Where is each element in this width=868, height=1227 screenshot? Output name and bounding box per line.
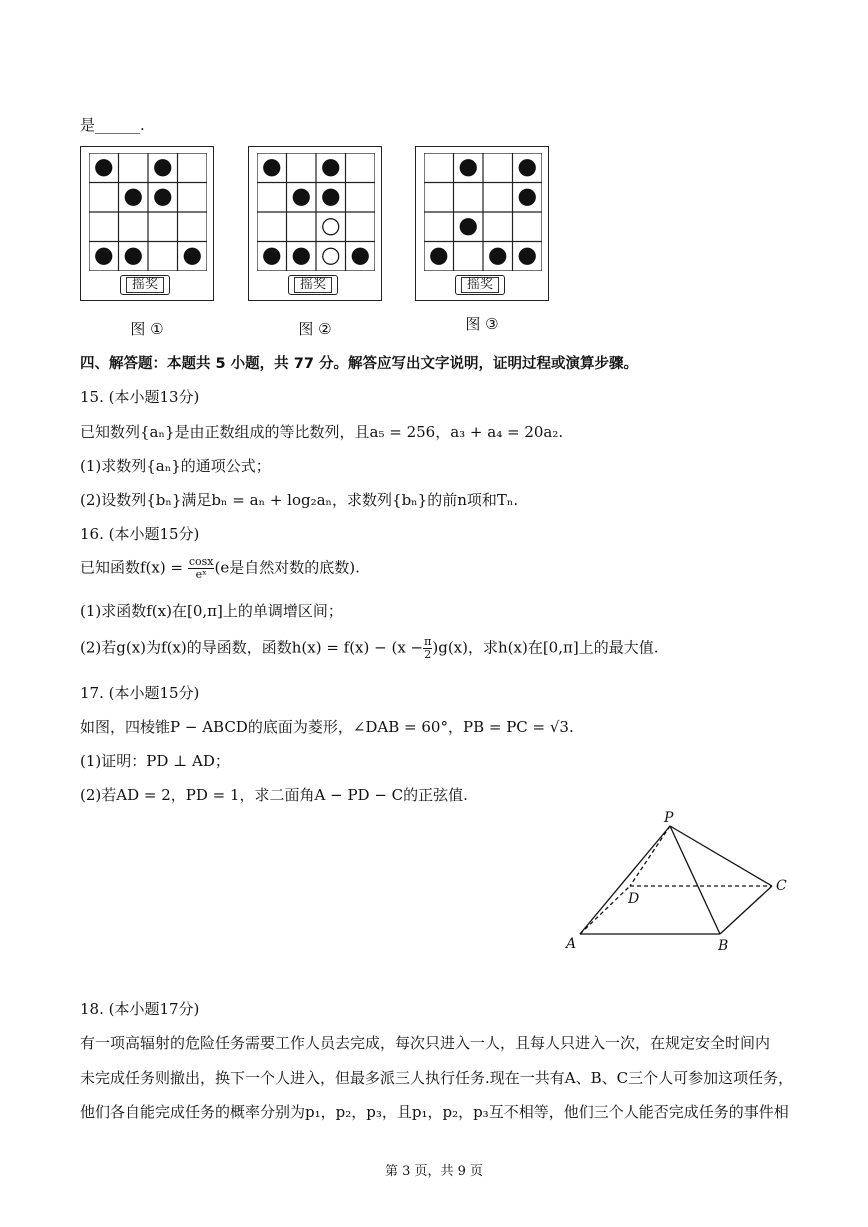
- edge-PB: [670, 826, 720, 934]
- black-ball: [323, 189, 339, 205]
- q16-header: 16. (本小题15分): [80, 525, 200, 543]
- black-ball: [352, 248, 368, 264]
- q16-stem-a: 已知函数f(x) =: [80, 558, 184, 577]
- q16-part2-a: (2)若g(x)为f(x)的导函数，函数h(x) = f(x) − (x −: [80, 638, 424, 657]
- q15-part1: (1)求数列{aₙ}的通项公式；: [80, 457, 271, 475]
- edge-PA: [580, 826, 670, 934]
- label-P: P: [664, 810, 674, 826]
- black-ball: [323, 160, 339, 176]
- q17-part1: (1)证明：PD ⊥ AD；: [80, 752, 230, 770]
- q16-frac-den: eˣ: [195, 568, 207, 581]
- black-ball: [96, 160, 112, 176]
- black-ball: [460, 219, 476, 235]
- q16-frac-num: cosx: [188, 555, 214, 568]
- q16-stem: [80, 556, 360, 581]
- q15-stem: 已知数列{aₙ}是由正数组成的等比数列，且a₅ = 256，a₃ + a₄ = 20a₂.: [80, 423, 564, 441]
- draw-button-label: 摇奖: [126, 277, 164, 293]
- q16-pi-den: 2: [424, 648, 432, 661]
- white-ball: [323, 248, 339, 264]
- black-ball: [125, 189, 141, 205]
- black-ball: [519, 248, 535, 264]
- lottery-grid: [424, 153, 542, 271]
- draw-button[interactable]: [455, 275, 505, 295]
- q15-part2: (2)设数列{bₙ}满足bₙ = aₙ + log₂aₙ，求数列{bₙ}的前n项和Tₙ.: [80, 491, 519, 509]
- edge-PC: [670, 826, 772, 886]
- figure-caption: 图 ③: [465, 315, 499, 333]
- q18-line3: 他们各自能完成任务的概率分别为p₁，p₂，p₃，且p₁，p₂，p₃互不相等，他们三个人能否完成任务的事件相: [80, 1103, 789, 1121]
- black-ball: [460, 160, 476, 176]
- black-ball: [155, 189, 171, 205]
- draw-button-label: 摇奖: [294, 277, 332, 293]
- white-ball: [323, 219, 339, 235]
- q18-line2: 未完成任务则撤出，换下一个人进入，但最多派三人执行任务.现在一共有A、B、C三个人可参加这项任务，: [80, 1069, 794, 1087]
- q16-pi-fraction: [423, 636, 432, 661]
- q16-fraction: [188, 556, 215, 581]
- black-ball: [184, 248, 200, 264]
- edge-PD: [630, 826, 670, 886]
- q16-part2: [80, 636, 658, 661]
- lottery-panel-3: [415, 146, 549, 301]
- label-A: A: [566, 936, 577, 952]
- draw-button[interactable]: [288, 275, 338, 295]
- q15-header: 15. (本小题13分): [80, 388, 200, 406]
- q16-part1: (1)求函数f(x)在[0,π]上的单调增区间；: [80, 602, 343, 620]
- q16-pi-num: π: [424, 635, 432, 648]
- section-heading: 四、解答题：本题共 5 小题，共 77 分。解答应写出文字说明，证明过程或演算步骤。: [80, 356, 638, 372]
- label-C: C: [776, 878, 787, 894]
- lottery-grid: [257, 153, 375, 271]
- label-D: D: [628, 891, 640, 907]
- black-ball: [125, 248, 141, 264]
- lottery-panel-2: [248, 146, 382, 301]
- draw-button[interactable]: [120, 275, 170, 295]
- figure-caption: 图 ①: [130, 320, 164, 338]
- black-ball: [264, 160, 280, 176]
- lottery-panel-1: [80, 146, 214, 301]
- black-ball: [431, 248, 447, 264]
- answer-blank-line: 是______.: [80, 116, 145, 134]
- black-ball: [96, 248, 112, 264]
- draw-button-label: 摇奖: [461, 277, 499, 293]
- q17-stem: 如图，四棱锥P − ABCD的底面为菱形，∠DAB = 60°，PB = PC = √3.: [80, 718, 574, 736]
- q18-line1: 有一项高辐射的危险任务需要工作人员去完成，每次只进入一人，且每人只进入一次，在规定安全时间内: [80, 1034, 771, 1052]
- black-ball: [155, 160, 171, 176]
- q18-header: 18. (本小题17分): [80, 1000, 200, 1018]
- pyramid-figure: [560, 808, 800, 958]
- edge-BC: [720, 886, 772, 934]
- lottery-grid: [89, 153, 207, 271]
- label-B: B: [718, 938, 729, 954]
- black-ball: [293, 189, 309, 205]
- figure-caption: 图 ②: [298, 320, 332, 338]
- page-footer: 第 3 页，共 9 页: [384, 1164, 484, 1179]
- q17-header: 17. (本小题15分): [80, 684, 200, 702]
- q16-stem-b: (e是自然对数的底数).: [214, 558, 360, 577]
- black-ball: [264, 248, 280, 264]
- black-ball: [293, 248, 309, 264]
- black-ball: [519, 189, 535, 205]
- q16-part2-b: )g(x)，求h(x)在[0,π]上的最大值.: [432, 638, 659, 657]
- black-ball: [519, 160, 535, 176]
- black-ball: [490, 248, 506, 264]
- q17-part2: (2)若AD = 2，PD = 1，求二面角A − PD − C的正弦值.: [80, 786, 468, 804]
- edge-AD: [580, 886, 630, 934]
